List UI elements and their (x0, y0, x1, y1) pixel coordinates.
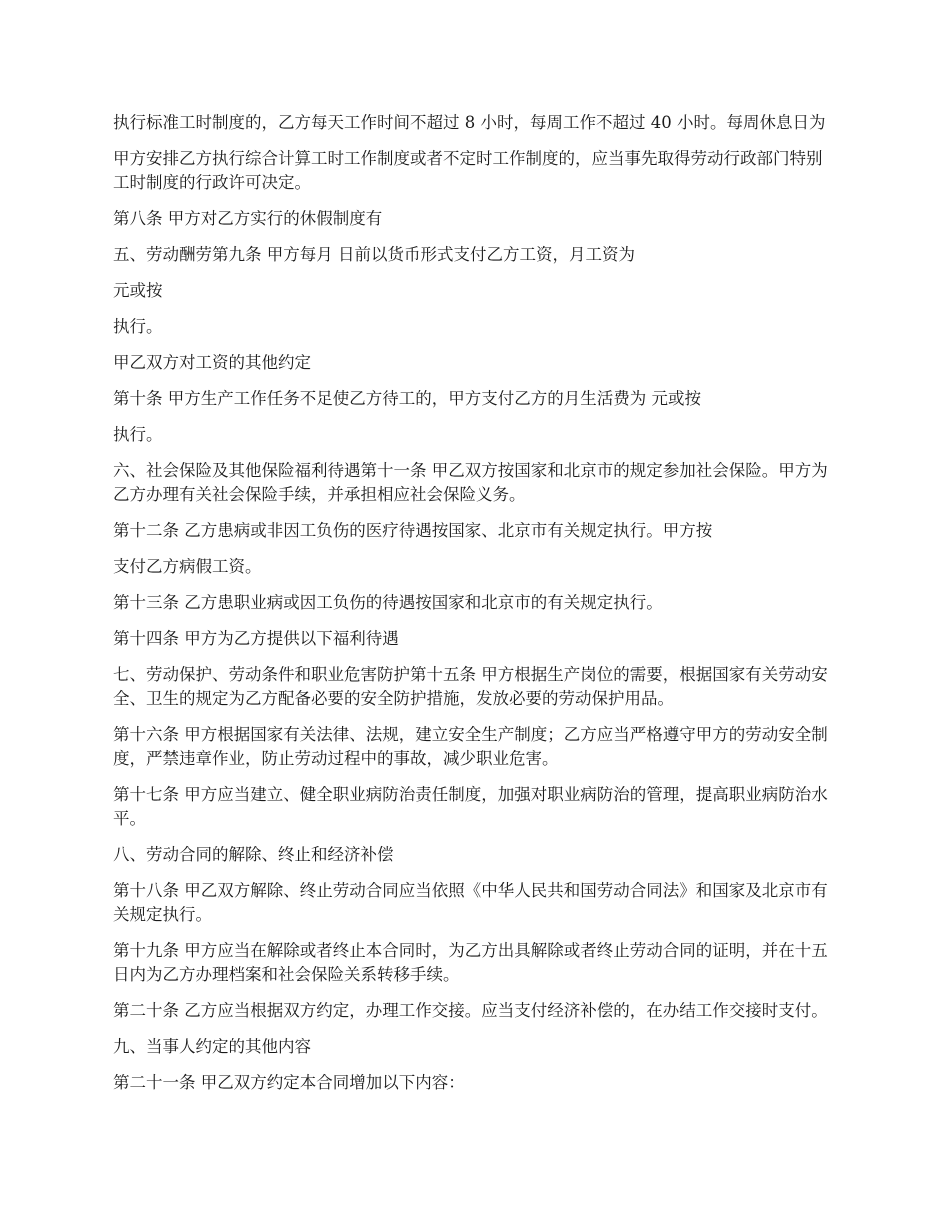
paragraph-21: 第二十条 乙方应当根据双方约定，办理工作交接。应当支付经济补偿的，在办结工作交接时支付。 (113, 1001, 828, 1020)
paragraph-18: 八、劳动合同的解除、终止和经济补偿 (113, 845, 394, 864)
paragraph-3: 第八条 甲方对乙方实行的休假制度有 (113, 209, 383, 228)
paragraph-1: 执行标准工时制度的，乙方每天工作时间不超过 8 小时，每周工作不超过 40 小时。每周休息日为 (113, 113, 826, 132)
paragraph-19: 第十八条 甲乙双方解除、终止劳动合同应当依照《中华人民共和国劳动合同法》和国家及北京市有关规定执行。 (113, 881, 828, 924)
paragraph-6: 执行。 (113, 317, 163, 336)
paragraph-8: 第十条 甲方生产工作任务不足使乙方待工的，甲方支付乙方的月生活费为 元或按 (113, 389, 701, 408)
paragraph-9: 执行。 (113, 425, 163, 444)
paragraph-23: 第二十一条 甲乙双方约定本合同增加以下内容： (113, 1073, 465, 1092)
paragraph-2: 甲方安排乙方执行综合计算工时工作制度或者不定时工作制度的，应当事先取得劳动行政部门特别工时制度的行政许可决定。 (113, 149, 823, 192)
paragraph-11: 第十二条 乙方患病或非因工负伤的医疗待遇按国家、北京市有关规定执行。甲方按 (113, 521, 713, 540)
paragraph-17: 第十七条 甲方应当建立、健全职业病防治责任制度，加强对职业病防治的管理，提高职业病防治水平。 (113, 785, 828, 828)
paragraph-13: 第十三条 乙方患职业病或因工负伤的待遇按国家和北京市的有关规定执行。 (113, 593, 663, 612)
paragraph-5: 元或按 (113, 281, 163, 300)
paragraph-20: 第十九条 甲方应当在解除或者终止本合同时，为乙方出具解除或者终止劳动合同的证明，并在十五日内为乙方办理档案和社会保险关系转移手续。 (113, 941, 828, 984)
paragraph-22: 九、当事人约定的其他内容 (113, 1037, 311, 1056)
paragraph-15: 七、劳动保护、劳动条件和职业危害防护第十五条 甲方根据生产岗位的需要，根据国家有关劳动安全、卫生的规定为乙方配备必要的安全防护措施，发放必要的劳动保护用品。 (113, 665, 828, 708)
paragraph-12: 支付乙方病假工资。 (113, 557, 262, 576)
paragraph-7: 甲乙双方对工资的其他约定 (113, 353, 311, 372)
paragraph-14: 第十四条 甲方为乙方提供以下福利待遇 (113, 629, 399, 648)
paragraph-10: 六、社会保险及其他保险福利待遇第十一条 甲乙双方按国家和北京市的规定参加社会保险。甲方为乙方办理有关社会保险手续，并承担相应社会保险义务。 (113, 461, 828, 504)
paragraph-16: 第十六条 甲方根据国家有关法律、法规，建立安全生产制度；乙方应当严格遵守甲方的劳动安全制度，严禁违章作业，防止劳动过程中的事故，减少职业危害。 (113, 725, 828, 768)
paragraph-4: 五、劳动酬劳第九条 甲方每月 日前以货币形式支付乙方工资，月工资为 (113, 245, 635, 264)
document-body (113, 111, 835, 1107)
